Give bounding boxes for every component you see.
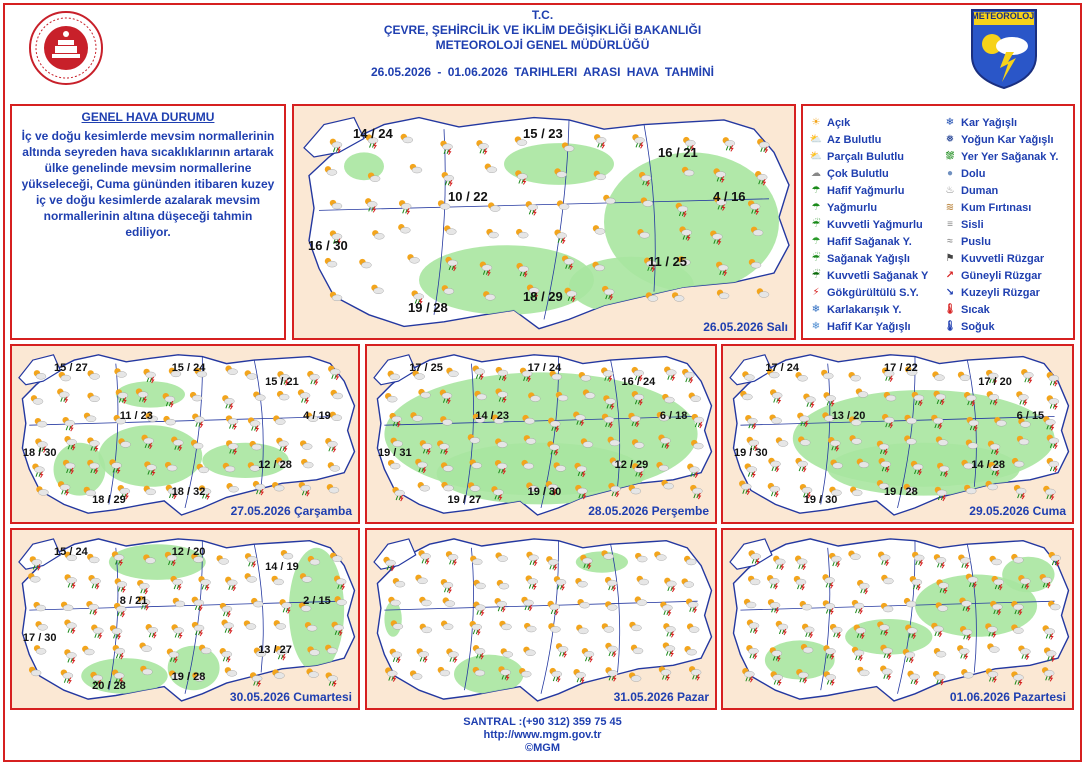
sun-cloud-icon: ⛅ <box>809 150 823 162</box>
temperature-label: 15 / 24 <box>54 546 88 559</box>
heavy-shower-icon: ☔ <box>811 269 821 281</box>
legend-column-2 <box>943 114 1058 335</box>
temperature-label: 19 / 30 <box>803 494 838 507</box>
header-ministry: ÇEVRE, ŞEHİRCİLİK VE İKLİM DEĞİŞİKLİĞİ BAKANLIĞI <box>383 23 702 37</box>
legend-label: Kuzeyli Rüzgar <box>961 286 1040 299</box>
legend-item <box>943 233 1058 250</box>
sun-cloud-icon <box>717 290 729 299</box>
light-snow-icon: ❄ <box>811 320 821 332</box>
temperature-label: 8 / 21 <box>119 594 148 607</box>
sun-small-cloud-icon: ⛅ <box>809 133 823 145</box>
sun-cloud-icon <box>661 480 673 489</box>
temperature-label: 4 / 19 <box>303 409 331 422</box>
smoke-icon: ♨ <box>945 184 955 196</box>
forecast-map-day-6 <box>365 528 717 710</box>
general-weather-panel <box>10 104 286 340</box>
rain-cloud-icon <box>1014 485 1026 499</box>
legend-label: Parçalı Bulutlu <box>827 150 905 163</box>
forecast-map-day-5 <box>10 528 360 710</box>
rain-icon: ☂ <box>811 201 821 213</box>
legend-label: Yoğun Kar Yağışlı <box>961 133 1054 146</box>
temperature-label: 18 / 29 <box>92 494 126 507</box>
legend-item <box>943 301 1058 318</box>
temperature-label: 19 / 28 <box>171 671 206 684</box>
legend-label: Sağanak Yağışlı <box>827 252 910 265</box>
forecast-map-day-2 <box>10 344 360 524</box>
temperature-label: 14 / 24 <box>353 126 393 142</box>
rain-cloud-icon <box>659 666 671 680</box>
temperature-label: 17 / 24 <box>527 362 562 375</box>
general-weather-text: İç ve doğu kesimlerde mevsim normallerinin altında seyreden hava sıcaklıklarının artarak ülke genelinde mevsim normallerine yükseleceği, Cuma gününden itibaren kuzey iç ve doğu kesimlerde azalarak mevsim normallerinin altına düşeceği tahmin ediliyor. <box>21 129 275 239</box>
legend-item <box>809 267 928 284</box>
legend-label: Çok Bulutlu <box>827 167 889 180</box>
legend-item <box>809 250 928 267</box>
temperature-label: 6 / 15 <box>1016 409 1045 422</box>
legend-item <box>943 284 1058 301</box>
legend-label: Sisli <box>961 218 984 231</box>
sleet-icon: ❄ <box>811 303 821 315</box>
legend-label: Hafif Sağanak Y. <box>827 235 912 248</box>
sandstorm-icon: ≋ <box>945 201 955 213</box>
map-date-label: 31.05.2026 Pazar <box>613 690 709 704</box>
temperature-label: 17 / 22 <box>884 362 918 375</box>
footer <box>0 716 1085 755</box>
temperature-label: 18 / 30 <box>22 446 57 459</box>
sun-cloud-icon <box>306 668 318 677</box>
scattered-shower-icon: ⛆ <box>946 150 954 162</box>
hail-icon: ● <box>946 167 954 179</box>
hot-icon: 🌡 <box>943 303 957 315</box>
legend-item <box>809 114 928 131</box>
footer-url[interactable]: http://www.mgm.gov.tr <box>483 729 602 741</box>
legend-label: Güneyli Rüzgar <box>961 269 1042 282</box>
legend-item <box>943 267 1058 284</box>
temperature-label: 20 / 28 <box>92 679 126 692</box>
map-date-label: 01.06.2026 Pazartesi <box>949 690 1066 704</box>
footer-phone: SANTRAL :(+90 312) 359 75 45 <box>463 716 622 728</box>
rain-cloud-icon <box>689 666 701 680</box>
sun-cloud-icon <box>327 484 339 493</box>
temperature-label: 13 / 20 <box>831 409 866 422</box>
legend-item <box>809 148 928 165</box>
legend-item <box>943 216 1058 233</box>
temperature-label: 18 / 29 <box>523 288 563 304</box>
legend-item <box>809 216 928 233</box>
temperature-label: 15 / 24 <box>171 362 206 375</box>
temperature-label: 11 / 23 <box>119 409 153 422</box>
legend-item <box>809 182 928 199</box>
temperature-label: 17 / 30 <box>22 631 57 644</box>
temperature-label: 12 / 20 <box>171 546 206 559</box>
legend-item <box>809 233 928 250</box>
rain-cloud-icon <box>1042 667 1054 681</box>
map-date-label: 26.05.2026 Salı <box>703 320 788 334</box>
legend-label: Karlakarışık Y. <box>827 303 902 316</box>
turkey-map <box>367 530 715 708</box>
legend-label: Hafif Kar Yağışlı <box>827 320 911 333</box>
general-weather-title: GENEL HAVA DURUMU <box>81 110 215 124</box>
temperature-label: 17 / 20 <box>978 376 1012 389</box>
legend-item <box>809 318 928 335</box>
forecast-map-day-7 <box>721 528 1074 710</box>
legend-item <box>809 199 928 216</box>
temperature-label: 16 / 21 <box>658 144 698 160</box>
sun-cloud-icon <box>629 485 641 494</box>
temperature-label: 17 / 24 <box>765 362 800 375</box>
temperature-label: 13 / 27 <box>258 644 292 657</box>
legend-item <box>943 131 1058 148</box>
header <box>0 8 1085 79</box>
legend-item <box>809 284 928 301</box>
legend-item <box>943 148 1058 165</box>
map-date-label: 28.05.2026 Perşembe <box>588 504 709 518</box>
temperature-label: 16 / 30 <box>308 237 348 253</box>
light-rain-icon: ☂ <box>811 184 821 196</box>
legend-panel <box>801 104 1075 340</box>
temperature-label: 11 / 25 <box>648 253 688 269</box>
cold-icon: 🌡 <box>943 320 957 332</box>
heavy-rain-icon: ☔ <box>811 218 821 230</box>
legend-item <box>943 318 1058 335</box>
header-tc: T.C. <box>531 8 554 22</box>
temperature-label: 4 / 16 <box>713 188 746 204</box>
legend-label: Dolu <box>961 167 986 180</box>
fog-icon: ≡ <box>947 218 953 230</box>
temperature-label: 14 / 19 <box>265 560 299 573</box>
north-wind-icon: ↘ <box>945 286 955 298</box>
temperature-label: 19 / 31 <box>377 446 412 459</box>
map-date-label: 27.05.2026 Çarşamba <box>230 504 352 518</box>
rain-cloud-icon <box>986 668 998 682</box>
rain-area <box>384 601 401 637</box>
legend-label: Kuvvetli Rüzgar <box>961 252 1045 265</box>
legend-label: Açık <box>827 116 851 129</box>
temperature-label: 10 / 22 <box>448 188 488 204</box>
logo-text: METEOROLOJİ <box>971 11 1037 21</box>
temperature-label: 19 / 28 <box>408 300 448 316</box>
rain-cloud-icon <box>299 482 311 496</box>
legend-item <box>943 199 1058 216</box>
legend-label: Kum Fırtınası <box>961 201 1032 214</box>
temperature-label: 6 / 18 <box>659 409 688 422</box>
turkey-map <box>723 530 1072 708</box>
snow-icon: ❄ <box>945 116 955 128</box>
sun-cloud-icon <box>672 292 684 301</box>
temperature-label: 19 / 30 <box>733 446 768 459</box>
legend-label: Kar Yağışlı <box>961 116 1018 129</box>
map-date-label: 30.05.2026 Cumartesi <box>229 690 352 704</box>
legend-item <box>809 165 928 182</box>
temperature-label: 19 / 30 <box>527 485 562 498</box>
legend-label: Hafif Yağmurlu <box>827 184 905 197</box>
map-date-label: 29.05.2026 Cuma <box>969 504 1066 518</box>
temperature-label: 12 / 29 <box>614 459 649 472</box>
temperature-label: 19 / 28 <box>884 485 918 498</box>
legend-label: Gökgürültülü S.Y. <box>827 286 919 299</box>
sun-icon: ☀ <box>811 116 821 128</box>
legend-label: Az Bulutlu <box>827 133 882 146</box>
legend-label: Yer Yer Sağanak Y. <box>961 150 1059 163</box>
forecast-map-day-3 <box>365 344 717 524</box>
legend-label: Kuvvetli Yağmurlu <box>827 218 923 231</box>
legend-label: Soğuk <box>961 320 995 333</box>
rain-cloud-icon <box>1011 671 1023 685</box>
forecast-map-day-4 <box>721 344 1074 524</box>
legend-column-1 <box>809 114 928 335</box>
temperature-label: 16 / 24 <box>621 376 656 389</box>
sun-cloud-icon <box>272 669 284 678</box>
temperature-label: 19 / 27 <box>447 494 482 507</box>
legend-item <box>943 114 1058 131</box>
sun-cloud-icon <box>629 672 641 681</box>
temperature-label: 12 / 28 <box>258 459 292 472</box>
temperature-label: 2 / 15 <box>303 594 331 607</box>
legend-label: Sıcak <box>961 303 990 316</box>
forecast-map-day-1 <box>292 104 796 340</box>
legend-item <box>943 250 1058 267</box>
temperature-label: 15 / 27 <box>54 362 88 375</box>
legend-label: Yağmurlu <box>827 201 878 214</box>
legend-label: Kuvvetli Sağanak Y <box>827 269 929 282</box>
legend-label: Duman <box>961 184 999 197</box>
temperature-label: 15 / 21 <box>265 376 299 389</box>
rain-cloud-icon <box>1043 486 1055 500</box>
legend-item <box>943 165 1058 182</box>
heavy-snow-icon: ❅ <box>945 133 955 145</box>
legend-item <box>809 301 928 318</box>
temperature-label: 14 / 28 <box>971 459 1005 472</box>
shower-icon: ☔ <box>811 252 821 264</box>
header-directorate: METEOROLOJİ GENEL MÜDÜRLÜĞÜ <box>435 38 650 52</box>
cloud-icon: ☁ <box>811 167 821 179</box>
rain-cloud-icon <box>690 485 702 499</box>
temperature-label: 15 / 23 <box>523 126 563 142</box>
legend-label: Puslu <box>961 235 991 248</box>
temperature-label: 14 / 23 <box>475 409 510 422</box>
legend-item <box>809 131 928 148</box>
strong-wind-icon: ⚑ <box>945 252 955 264</box>
temperature-label: 18 / 32 <box>171 485 206 498</box>
mist-icon: ≈ <box>947 235 953 247</box>
light-shower-icon: ☂ <box>811 235 821 247</box>
thunderstorm-icon: ⚡ <box>812 286 820 298</box>
rain-cloud-icon <box>326 672 338 686</box>
temperature-label: 17 / 25 <box>409 362 443 375</box>
header-period: 26.05.2026 - 01.06.2026 TARIHLERI ARASI HAVA TAHMİNİ <box>371 65 714 79</box>
south-wind-icon: ↗ <box>945 269 955 281</box>
footer-copyright: ©MGM <box>525 742 560 754</box>
rain-area <box>98 425 202 487</box>
sun-cloud-icon <box>757 288 769 297</box>
legend-item <box>943 182 1058 199</box>
